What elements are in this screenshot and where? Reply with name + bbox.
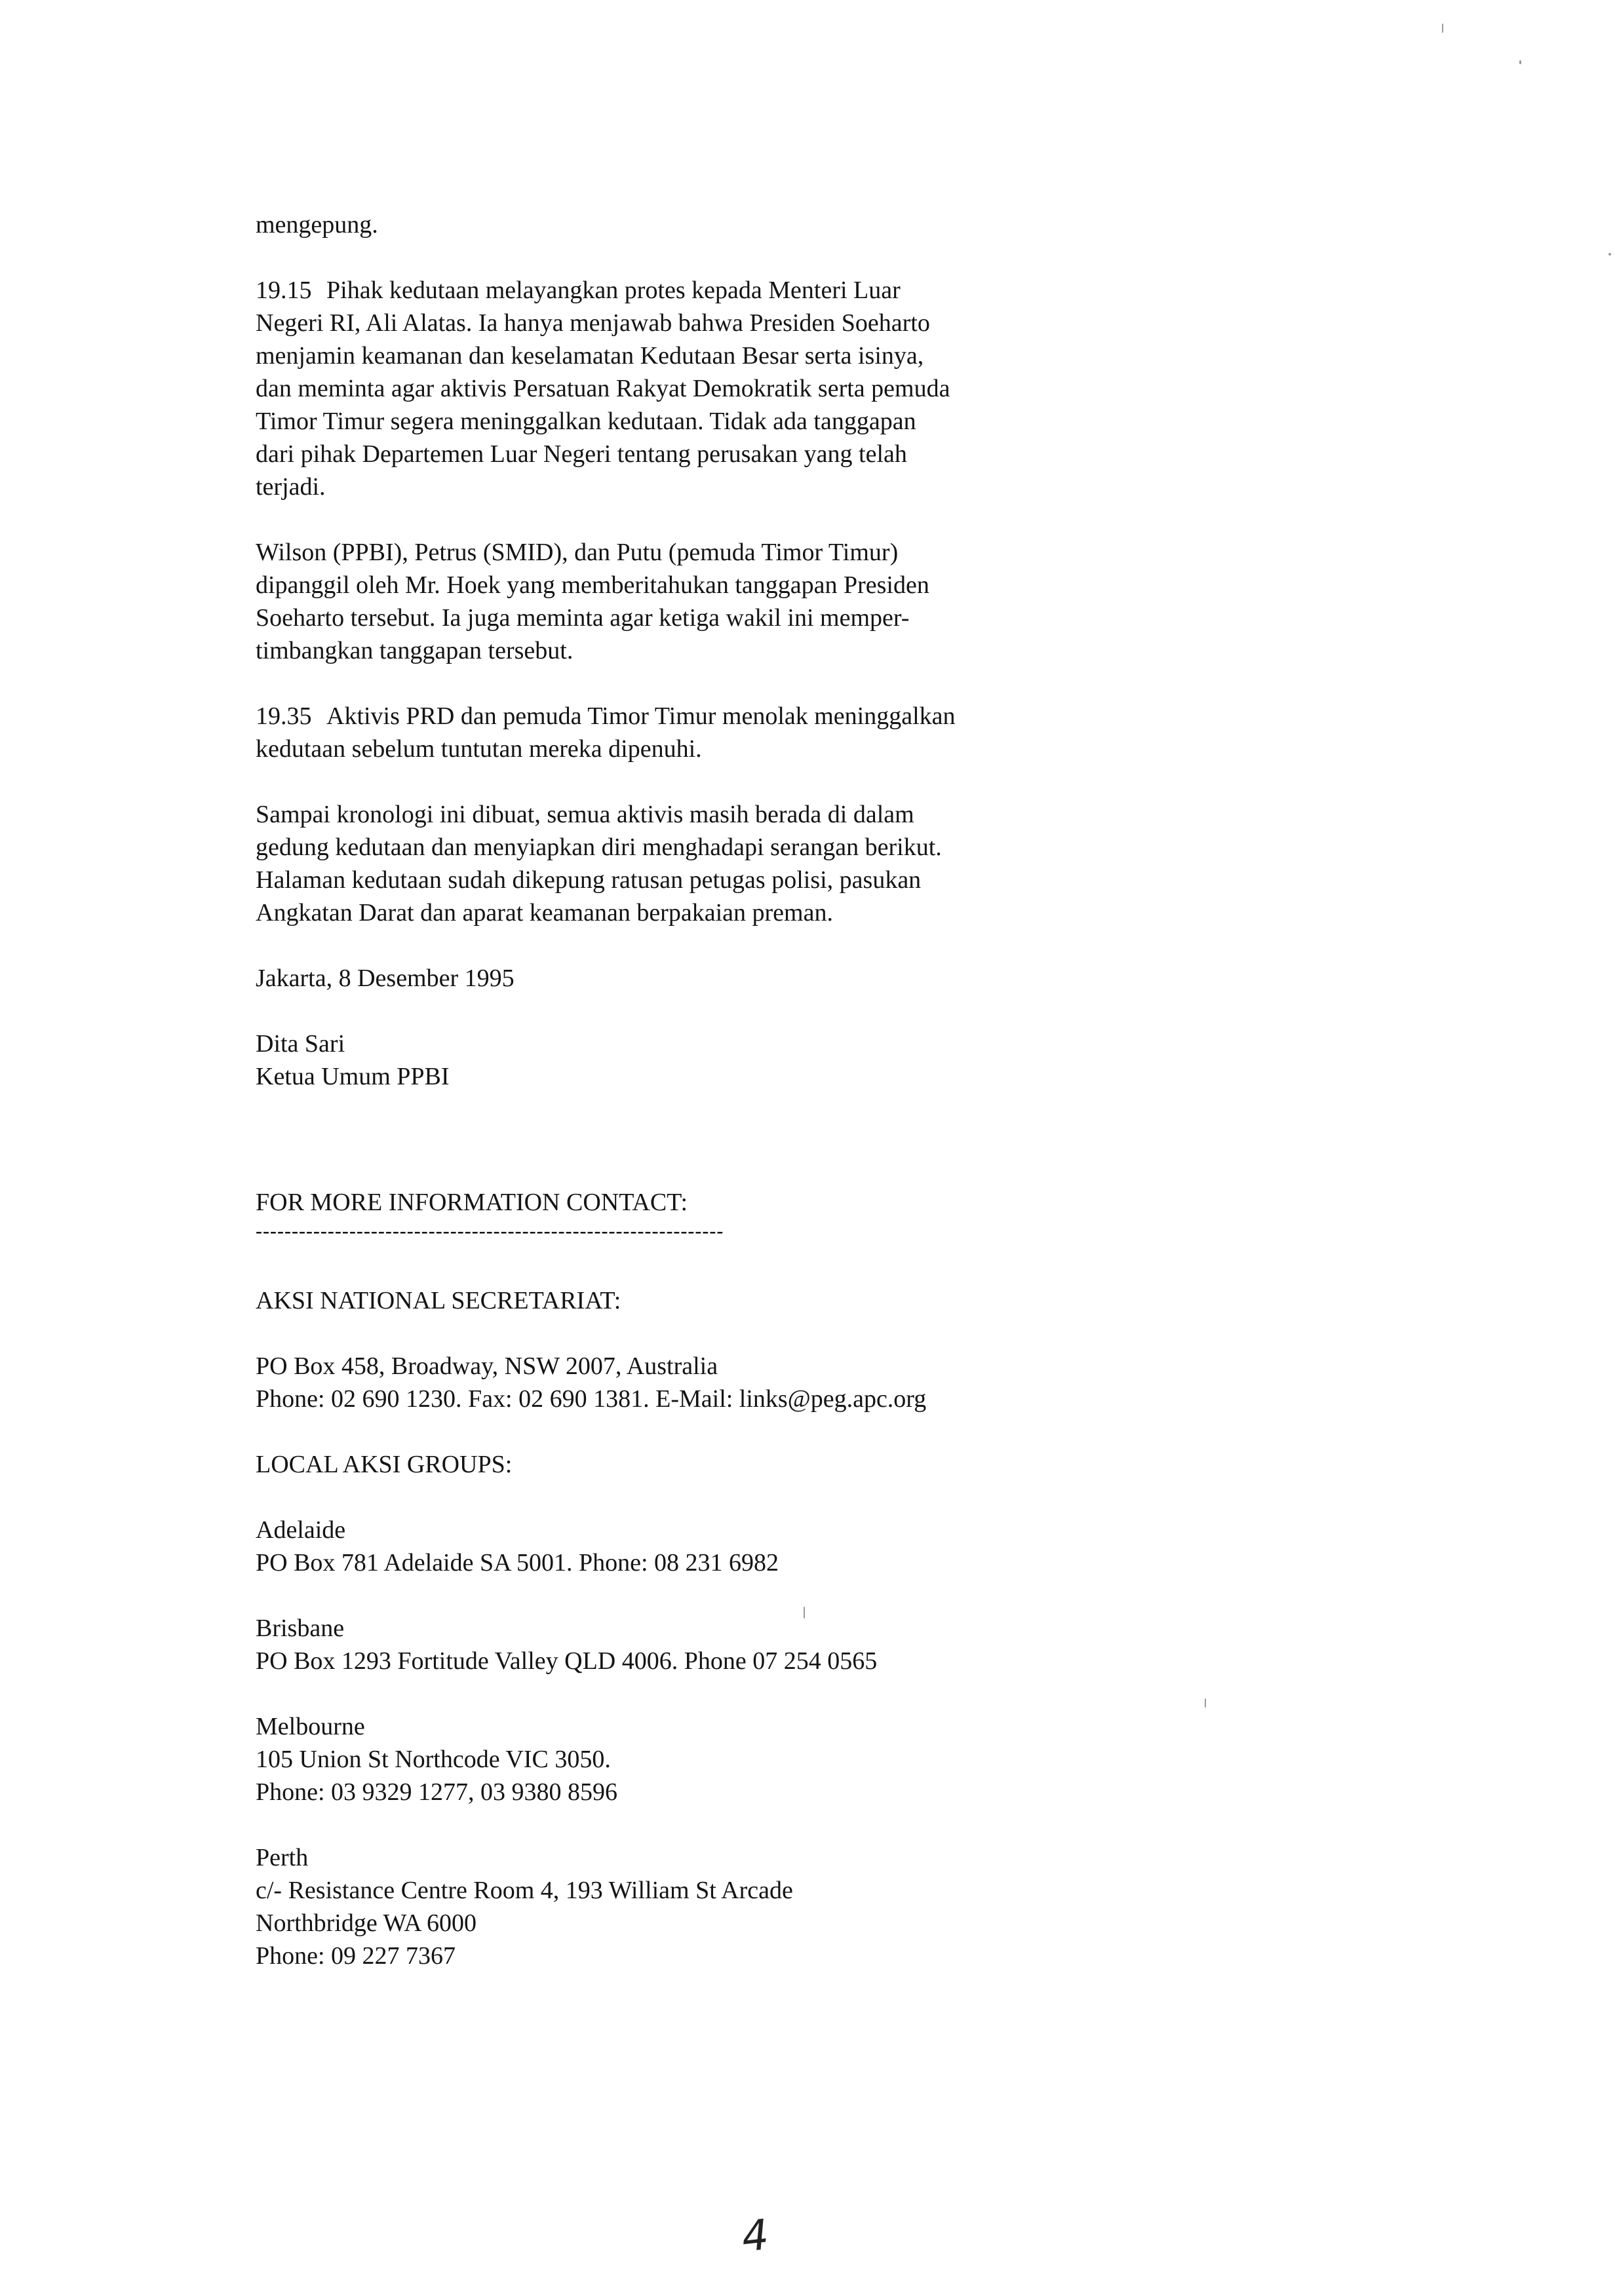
scan-speck bbox=[804, 1607, 805, 1618]
contact-block-adelaide bbox=[256, 1514, 1108, 1579]
text-line: Phone: 03 9329 1277, 03 9380 8596 bbox=[256, 1778, 618, 1806]
text-line: Jakarta, 8 Desember 1995 bbox=[256, 965, 515, 992]
contact-section bbox=[256, 1186, 1108, 1972]
text-line: Sampai kronologi ini dibuat, semua aktivis masih berada di dalam bbox=[256, 801, 914, 828]
paragraph-1915 bbox=[256, 274, 1108, 503]
contact-block-brisbane bbox=[256, 1612, 1108, 1677]
text-line: mengepung. bbox=[256, 211, 378, 239]
text-line: dari pihak Departemen Luar Negeri tentang perusakan yang telah bbox=[256, 440, 907, 468]
text-line: Wilson (PPBI), Petrus (SMID), dan Putu (pemuda Timor Timur) bbox=[256, 539, 899, 566]
text-line: timbangkan tanggapan tersebut. bbox=[256, 637, 574, 664]
signer-title: Ketua Umum PPBI bbox=[256, 1063, 450, 1090]
text-line: Phone: 09 227 7367 bbox=[256, 1942, 456, 1970]
contact-block-secretariat-address bbox=[256, 1350, 1108, 1415]
text-line: dan meminta agar aktivis Persatuan Rakyat Demokratik serta pemuda bbox=[256, 375, 950, 402]
timestamp: 19.15 bbox=[256, 277, 312, 304]
contact-block-melbourne bbox=[256, 1710, 1108, 1808]
page-number: 4 bbox=[739, 2211, 771, 2262]
paragraph-wilson bbox=[256, 536, 1108, 667]
text-line: AKSI NATIONAL SECRETARIAT: bbox=[256, 1287, 621, 1314]
city-name: Perth bbox=[256, 1844, 309, 1871]
contact-heading: FOR MORE INFORMATION CONTACT: bbox=[256, 1189, 688, 1216]
text-line bbox=[256, 700, 1108, 733]
text-line: LOCAL AKSI GROUPS: bbox=[256, 1451, 513, 1478]
city-name: Brisbane bbox=[256, 1615, 345, 1642]
text-segment: Aktivis PRD dan pemuda Timor Timur menolak meninggalkan bbox=[326, 702, 956, 730]
text-line: Timor Timur segera meninggalkan kedutaan. Tidak ada tanggapan bbox=[256, 408, 916, 435]
paragraph-kronologi bbox=[256, 798, 1108, 929]
contact-block-perth bbox=[256, 1841, 1108, 1972]
text-line: menjamin keamanan dan keselamatan Kedutaan Besar serta isinya, bbox=[256, 342, 924, 370]
dateline bbox=[256, 962, 1108, 995]
contact-block-local-heading bbox=[256, 1448, 1108, 1481]
divider: ----------------------------------------------------------------- bbox=[256, 1220, 724, 1242]
contact-block-secretariat-heading bbox=[256, 1284, 1108, 1317]
paragraph-1935 bbox=[256, 700, 1108, 765]
scan-speck bbox=[1608, 253, 1611, 256]
text-line: PO Box 1293 Fortitude Valley QLD 4006. Phone 07 254 0565 bbox=[256, 1647, 878, 1675]
text-line: Northbridge WA 6000 bbox=[256, 1909, 477, 1937]
city-name: Adelaide bbox=[256, 1516, 346, 1544]
scan-speck bbox=[1442, 24, 1443, 33]
text-line: PO Box 781 Adelaide SA 5001. Phone: 08 231 6982 bbox=[256, 1549, 779, 1577]
text-line: Angkatan Darat dan aparat keamanan berpakaian preman. bbox=[256, 899, 833, 927]
text-line: Phone: 02 690 1230. Fax: 02 690 1381. E-Mail: links@peg.apc.org bbox=[256, 1385, 927, 1413]
document-body bbox=[256, 208, 1108, 2005]
paragraph-continuation bbox=[256, 208, 1108, 241]
timestamp: 19.35 bbox=[256, 702, 312, 730]
text-line: 105 Union St Northcode VIC 3050. bbox=[256, 1746, 611, 1773]
text-line: Soeharto tersebut. Ia juga meminta agar ketiga wakil ini memper- bbox=[256, 604, 910, 632]
text-line: gedung kedutaan dan menyiapkan diri menghadapi serangan berikut. bbox=[256, 833, 942, 861]
signer-name: Dita Sari bbox=[256, 1030, 345, 1058]
text-line: kedutaan sebelum tuntutan mereka dipenuhi. bbox=[256, 735, 702, 763]
scan-speck bbox=[1205, 1698, 1206, 1708]
signature-block bbox=[256, 1027, 1108, 1093]
text-line bbox=[256, 274, 1108, 307]
text-segment: Pihak kedutaan melayangkan protes kepada Menteri Luar bbox=[326, 277, 901, 304]
text-line: c/- Resistance Centre Room 4, 193 William St Arcade bbox=[256, 1877, 793, 1904]
text-line: Negeri RI, Ali Alatas. Ia hanya menjawab bahwa Presiden Soeharto bbox=[256, 309, 930, 337]
text-line: PO Box 458, Broadway, NSW 2007, Australia bbox=[256, 1352, 718, 1380]
scan-speck bbox=[1519, 60, 1521, 64]
city-name: Melbourne bbox=[256, 1713, 365, 1740]
text-line: Halaman kedutaan sudah dikepung ratusan petugas polisi, pasukan bbox=[256, 866, 922, 894]
text-line: dipanggil oleh Mr. Hoek yang memberitahukan tanggapan Presiden bbox=[256, 571, 929, 599]
spacer bbox=[256, 1126, 1108, 1186]
text-line: terjadi. bbox=[256, 473, 326, 501]
